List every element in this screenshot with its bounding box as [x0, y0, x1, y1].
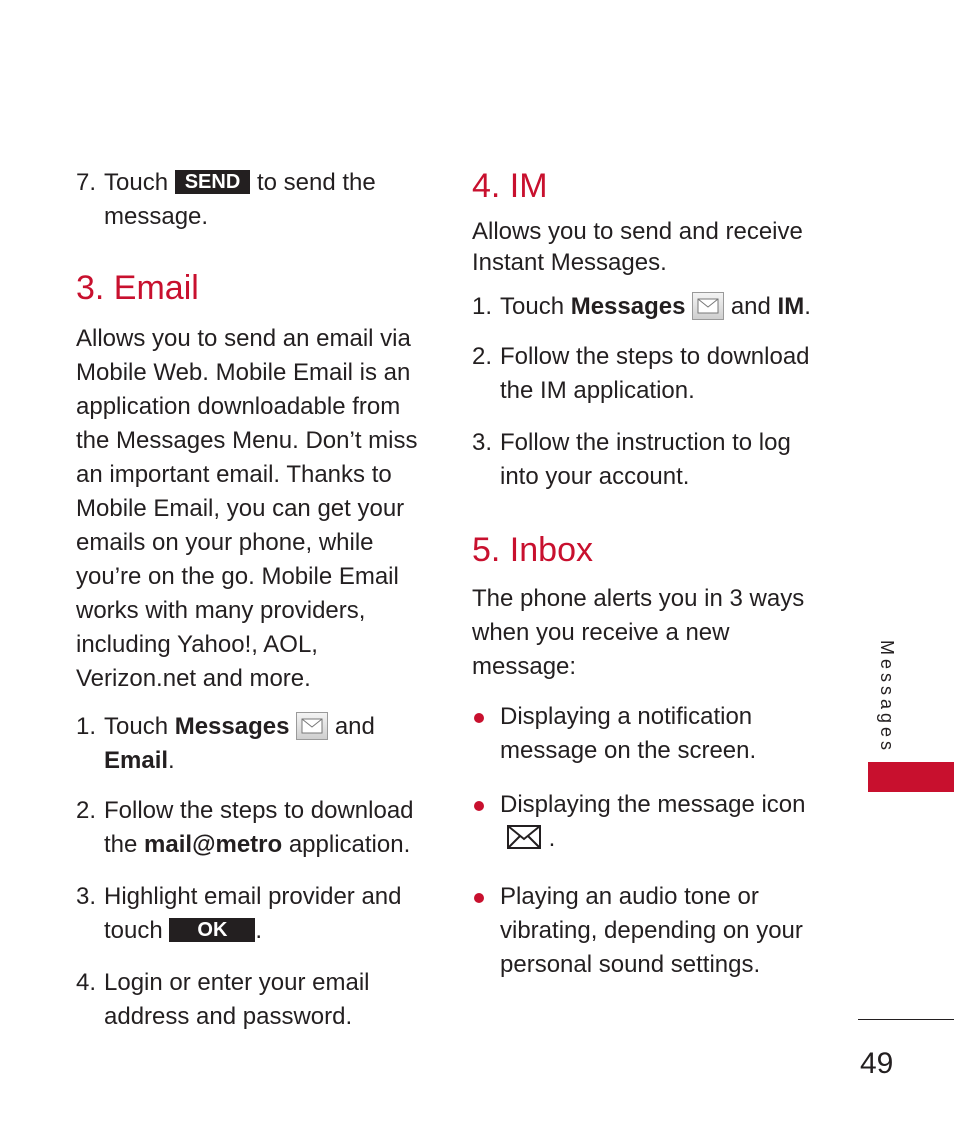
im-heading: 4. IM — [472, 167, 548, 205]
inbox-bullet: Playing an audio tone or vibrating, depending on your personal sound settings. — [472, 880, 832, 982]
messages-icon — [692, 292, 724, 320]
step-number: 7. — [76, 169, 97, 196]
page-number: 49 — [860, 1047, 894, 1080]
section-side-label: Messages — [877, 640, 897, 755]
email-step-4: 4. Login or enter your email address and password. — [76, 969, 370, 1030]
section-tab-marker — [868, 762, 954, 792]
im-step-3: 3. Follow the instruction to log into your account. — [472, 429, 791, 490]
email-heading: 3. Email — [76, 269, 199, 307]
inbox-bullet: Displaying the message icon . — [472, 788, 832, 860]
bullet-icon — [472, 700, 500, 768]
email-step-3: 3. Highlight email provider and touch OK . — [76, 883, 402, 944]
envelope-icon — [506, 824, 542, 860]
inbox-description: The phone alerts you in 3 ways when you receive a new message: — [472, 585, 805, 680]
email-step-1: 1. Touch Messages and Email. — [76, 713, 375, 774]
im-description: Allows you to send and receive Instant Messages. — [472, 218, 803, 276]
bullet-icon — [472, 880, 500, 982]
email-step-2: 2. Follow the steps to download the mail@metro application. — [76, 797, 414, 858]
messages-icon — [296, 712, 328, 740]
right-column — [472, 166, 832, 982]
inbox-bullet: Displaying a notification message on the screen. — [472, 700, 832, 768]
step-7: 7. Touch SEND to send the message. — [76, 166, 421, 234]
email-description: Allows you to send an email via Mobile Web. Mobile Email is an application downloadable from the Messages Menu. Don’t miss an important email. Thanks to Mobile Email, you can get your emails on your phone, while you’re on the go. Mobile Email works with many providers, including Yahoo!, AOL, Verizon.net and more. — [76, 325, 418, 692]
inbox-heading: 5. Inbox — [472, 531, 593, 569]
bullet-icon — [472, 788, 500, 860]
im-step-2: 2. Follow the steps to download the IM application. — [472, 343, 810, 404]
send-key: SEND — [175, 170, 251, 194]
left-column — [76, 166, 421, 1034]
ok-key: OK — [169, 918, 255, 942]
footer-divider — [858, 1019, 954, 1020]
im-step-1: 1. Touch Messages and IM. — [472, 293, 811, 320]
